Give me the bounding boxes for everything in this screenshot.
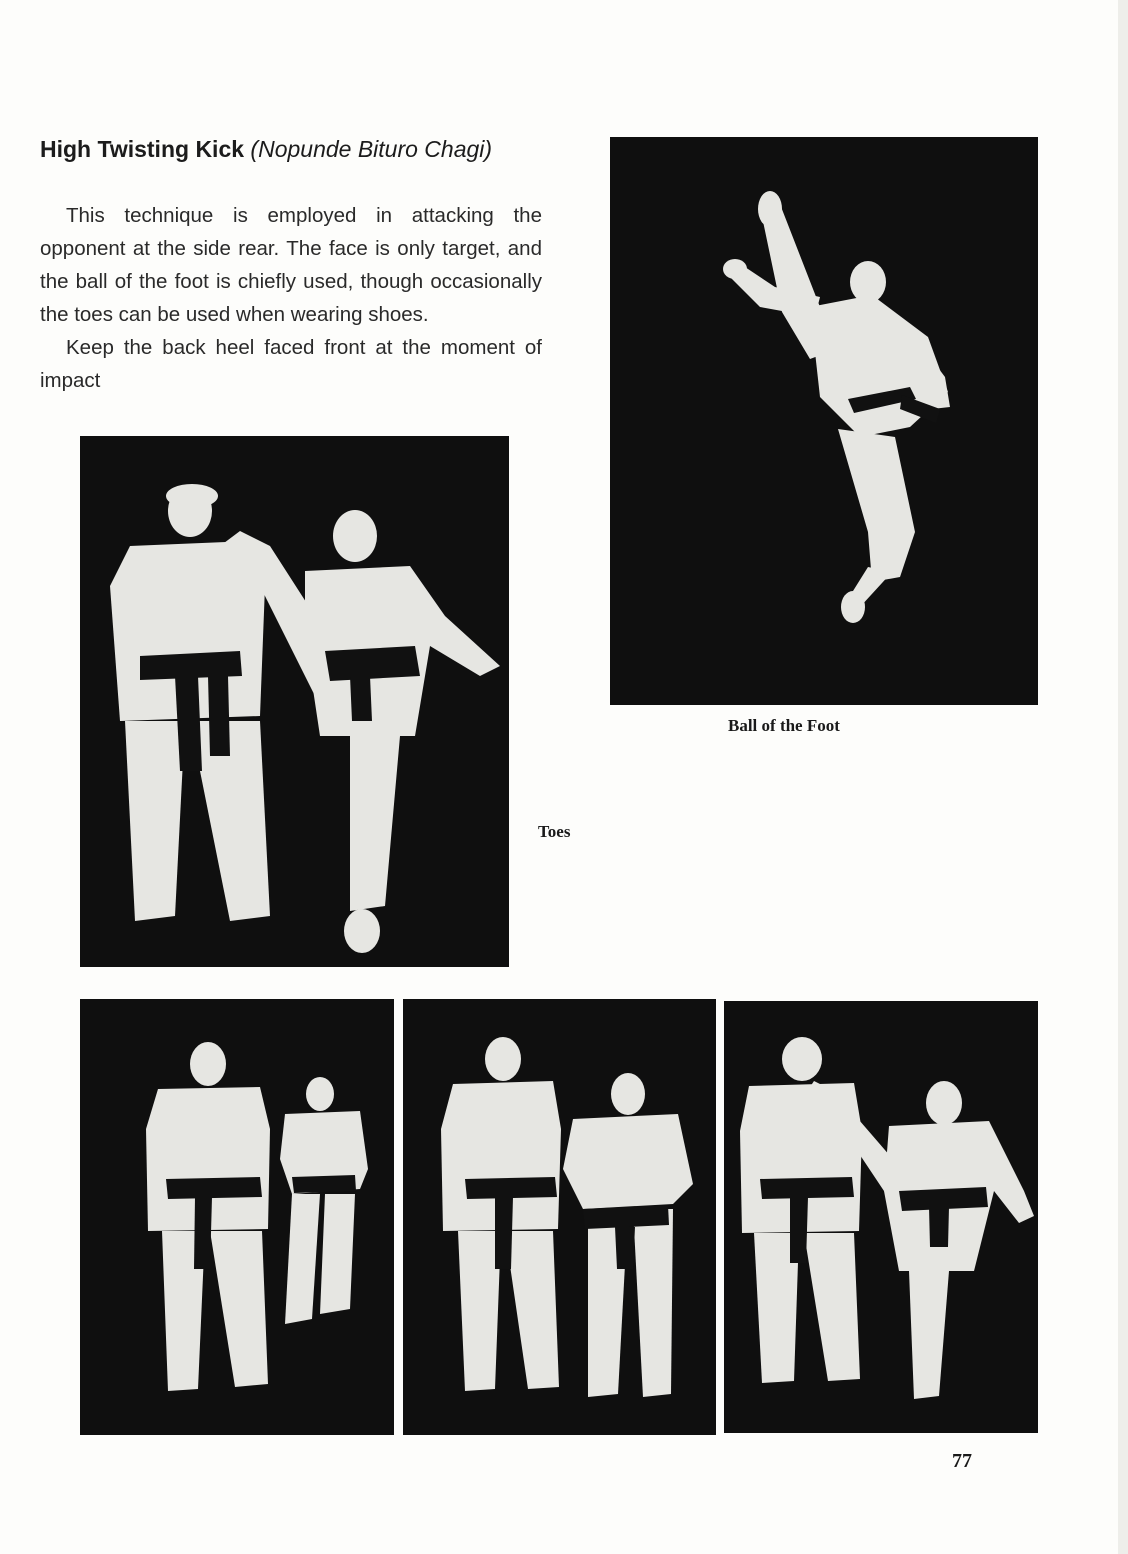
- caption-toes: Toes: [538, 822, 571, 841]
- sequence-photo-3: [724, 1001, 1038, 1433]
- heading-title: High Twisting Kick: [40, 136, 245, 162]
- page-number: 77: [952, 1450, 972, 1472]
- sequence-photo-1: [80, 999, 394, 1435]
- body-text: [40, 199, 542, 397]
- sequence-2-illustration: [403, 999, 716, 1435]
- ball-of-foot-illustration: [610, 137, 1038, 705]
- toes-illustration: [80, 436, 509, 967]
- section-heading: [40, 136, 492, 163]
- page-edge: [1118, 0, 1128, 1554]
- heading-subtitle: (Nopunde Bituro Chagi): [250, 136, 493, 162]
- sequence-3-illustration: [724, 1001, 1038, 1433]
- paragraph-1: This technique is employed in attacking the opponent at the side rear. The face is only target, and the ball of the foot is chiefly used, though occasionally the toes can be used when wearing shoes.: [40, 204, 542, 326]
- photo-ball-of-foot: [610, 137, 1038, 705]
- sequence-photo-2: [403, 999, 716, 1435]
- caption-ball-of-foot: Ball of the Foot: [728, 716, 840, 735]
- photo-toes: [80, 436, 509, 967]
- paragraph-2: Keep the back heel faced front at the moment of impact: [40, 336, 542, 392]
- sequence-1-illustration: [80, 999, 394, 1435]
